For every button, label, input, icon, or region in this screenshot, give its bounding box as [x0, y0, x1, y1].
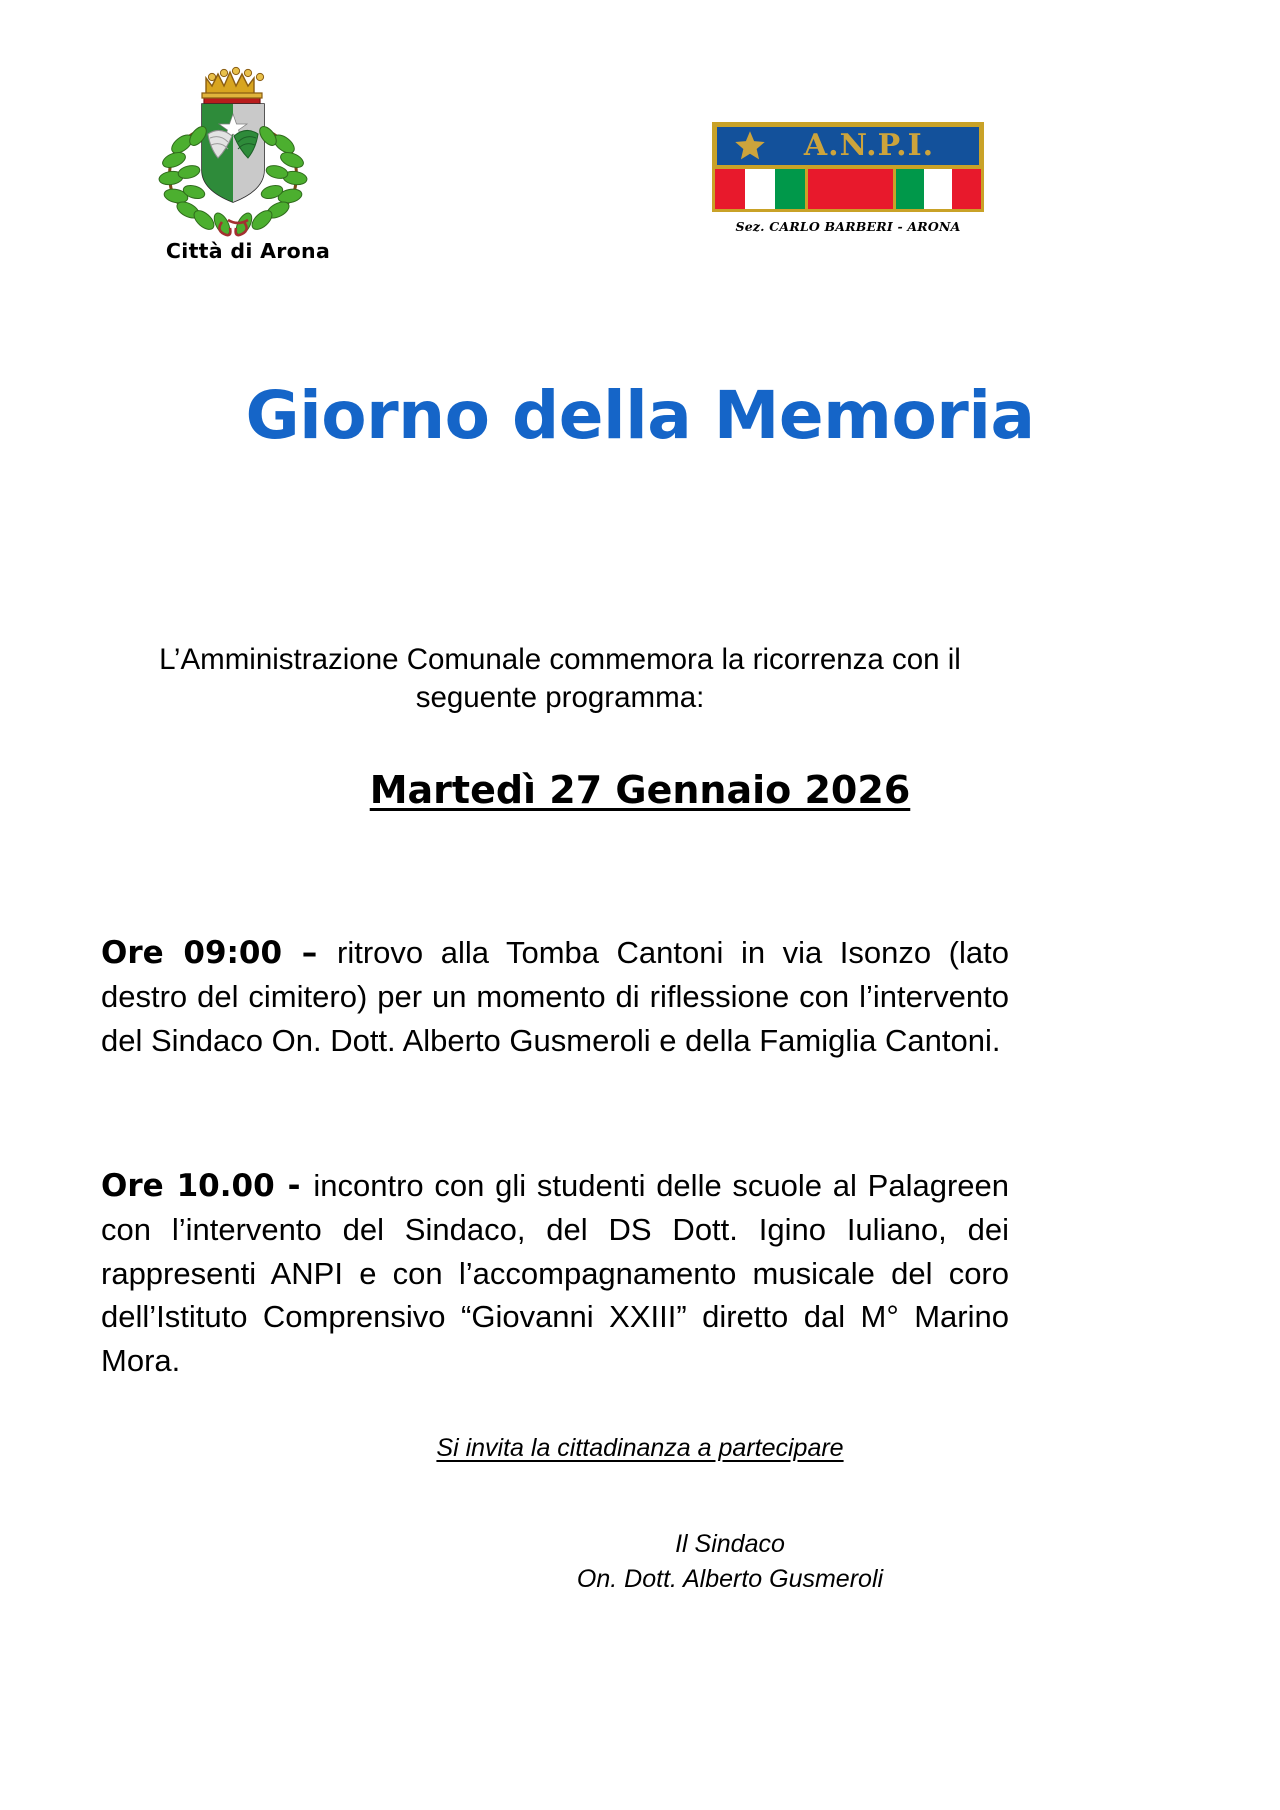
- arona-coat-of-arms-icon: [148, 52, 348, 237]
- program-item-1-description: ritrovo alla Tomba Cantoni in via Isonzo (lato destro del cimitero) per un momento di riflessione con l’intervento del Sindaco On. Dott. Alberto Gusmeroli e della Famiglia Cantoni.: [101, 935, 1009, 1058]
- flag-band-green-2: [896, 169, 924, 209]
- program-item-1: [101, 931, 1009, 1062]
- program-item-2-time: Ore 10.00 -: [101, 1168, 314, 1204]
- date-heading-text: Martedì 27 Gennaio 2026: [369, 768, 911, 812]
- invitation-line: [0, 1434, 1280, 1463]
- city-crest-caption: Città di Arona: [165, 239, 331, 263]
- flag-band-white-1: [745, 169, 775, 209]
- flag-band-white-2: [924, 169, 952, 209]
- date-heading: [0, 768, 1280, 812]
- star-icon: [733, 129, 767, 163]
- program-item-2-description: incontro con gli studenti delle scuole al Palagreen con l’intervento del Sindaco, del DS Dott. Igino Iuliano, dei rappresenti ANPI e con l’accompagnamento musicale del coro dell’Istituto Comprensivo “Giovanni XXIII” diretto dal M° Marino Mora.: [101, 1168, 1009, 1378]
- flag-band-red-3: [952, 169, 981, 209]
- anpi-logo-block: [712, 122, 984, 234]
- flag-band-red-1: [715, 169, 745, 209]
- signature-name: On. Dott. Alberto Gusmeroli: [576, 1564, 884, 1593]
- anpi-logo-icon: [712, 122, 984, 212]
- city-crest-block: [118, 52, 378, 263]
- flag-band-red-2: [808, 169, 894, 209]
- anpi-acronym: A.N.P.I.: [803, 128, 935, 163]
- program-item-1-time: Ore 09:00 –: [101, 935, 338, 971]
- program-item-2: [101, 1164, 1009, 1382]
- flag-band-green-1: [775, 169, 805, 209]
- intro-paragraph: L’Amministrazione Comunale commemora la ricorrenza con il seguente programma:: [159, 642, 961, 715]
- anpi-flag-strip: [715, 167, 981, 209]
- signature-role: Il Sindaco: [675, 1530, 785, 1558]
- anpi-bar: [715, 125, 981, 167]
- page-title: Giorno della Memoria: [245, 377, 1035, 455]
- poster-header: [0, 0, 1280, 300]
- invitation-text: Si invita la cittadinanza a partecipare: [436, 1434, 844, 1462]
- anpi-section-caption: Sez. CARLO BARBERI - ARONA: [735, 219, 961, 234]
- signature-block: [0, 1527, 1280, 1596]
